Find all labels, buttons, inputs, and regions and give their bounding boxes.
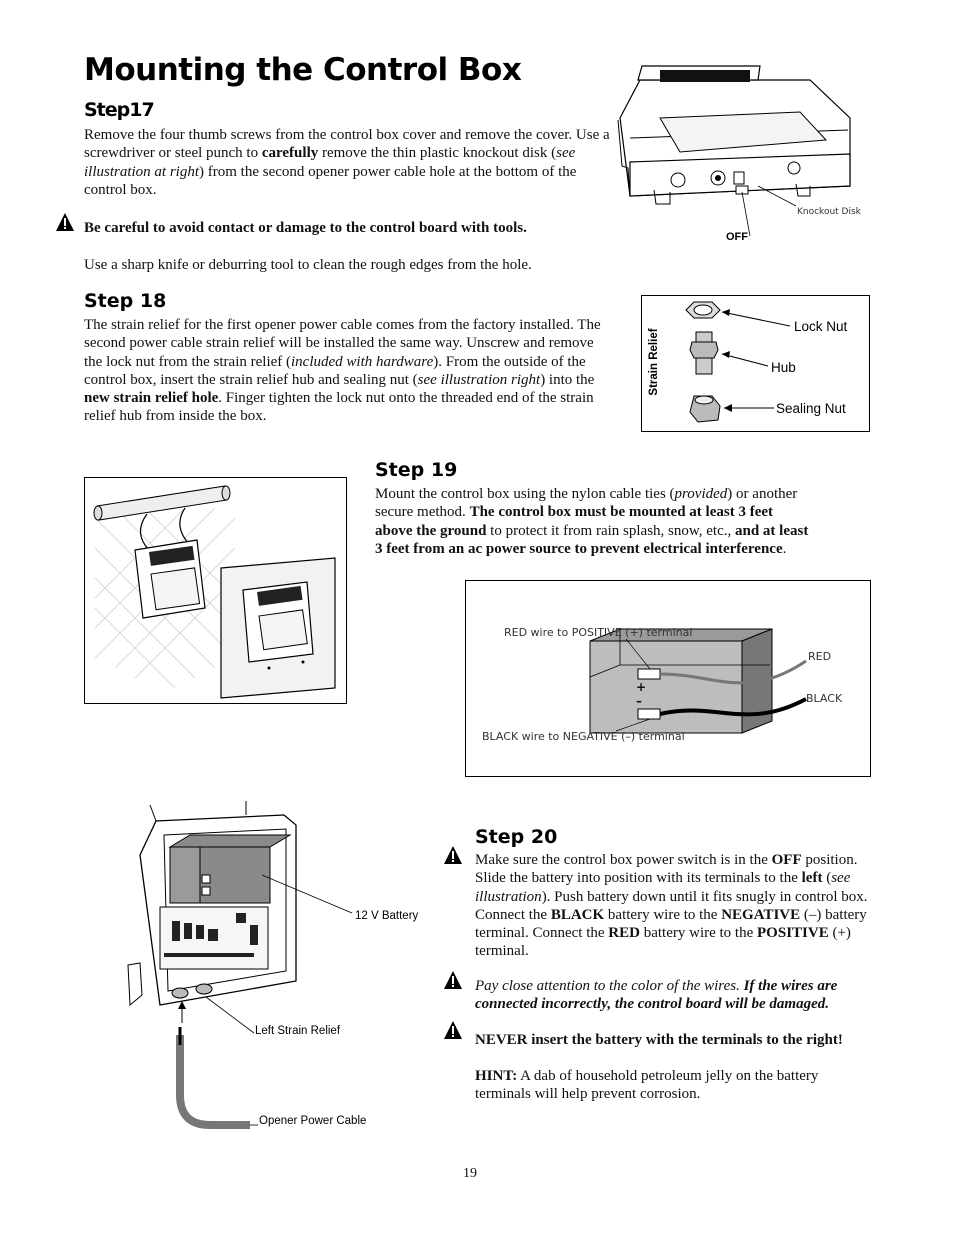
step17-paragraph-2: Use a sharp knife or deburring tool to clean the rough edges from the hole.: [84, 257, 532, 273]
step17-warning: Be careful to avoid contact or damage to the control board with tools.: [84, 220, 527, 236]
strain-relief-illustration: [641, 295, 870, 432]
warning-icon: [443, 845, 463, 865]
step19-heading: Step 19: [375, 459, 458, 481]
hub-label: Hub: [771, 360, 796, 375]
lock-nut-label: Lock Nut: [794, 319, 848, 334]
left-strain-relief-label: Left Strain Relief: [255, 1025, 341, 1037]
strain-relief-side-label: Strain Relief: [648, 328, 660, 396]
step17-paragraph: Remove the four thumb screws from the control box cover and remove the cover. Use a screwdriver or steel punch to carefully remove the thin plastic knockout disk (see illustration at right) from the second opener power cable hole at the bottom of the control box.: [84, 127, 610, 198]
step18-heading: Step 18: [84, 290, 167, 312]
step20-wire-warning: Pay close attention to the color of the wires. If the wires are connected incorrectly, the control board will be damaged.: [475, 978, 838, 1013]
step19-paragraph: Mount the control box using the nylon cable ties (provided) or another secure method. The control box must be mounted at least 3 feet above the ground to protect it from rain splash, snow, etc., and at least 3 feet from an ac power source to prevent electrical interference.: [375, 486, 809, 557]
step18-paragraph: The strain relief for the first opener power cable comes from the factory installed. The second power cable strain relief will be installed the same way. Unscrew and remove the lock nut from the strain relief (included with hardware). From the outside of the control box, insert the strain relief hub and sealing nut (see illustration right) into the new strain relief hole. Finger tighten the lock nut onto the threaded end of the strain relief hub from inside the box.: [84, 317, 601, 425]
black-wire-note: BLACK wire to NEGATIVE (–) terminal: [482, 730, 685, 743]
page-title: Mounting the Control Box: [84, 52, 522, 88]
sealing-nut-label: Sealing Nut: [776, 401, 846, 416]
warning-icon: [443, 1020, 463, 1040]
control-box-knockout-illustration: [600, 58, 890, 258]
battery-label: 12 V Battery: [355, 910, 419, 922]
off-label: OFF: [726, 231, 748, 243]
opener-power-cable-label: Opener Power Cable: [259, 1115, 367, 1127]
page-number: 19: [463, 1166, 477, 1181]
minus-sign: –: [636, 694, 642, 708]
red-wire-note: RED wire to POSITIVE (+) terminal: [504, 626, 693, 639]
step20-hint: HINT: A dab of household petroleum jelly on the battery terminals will help prevent corrosion.: [475, 1068, 819, 1103]
warning-icon: [55, 212, 75, 232]
step20-paragraph: Make sure the control box power switch is in the OFF position. Slide the battery into position with its terminals to the left (see illustration). Push battery down until it fits snugly in control box. Connect the BLACK battery wire to the NEGATIVE (–) battery terminal. Connect the RED battery wire to the POSITIVE (+) terminal.: [475, 852, 868, 960]
battery-wiring-illustration: [465, 580, 871, 777]
step20-never-warning: NEVER insert the battery with the terminals to the right!: [475, 1032, 843, 1048]
mounting-illustration: [84, 477, 347, 704]
step20-heading: Step 20: [475, 826, 558, 848]
step17-heading: Step17: [84, 99, 154, 121]
warning-icon: [443, 970, 463, 990]
battery-installation-illustration: [120, 795, 440, 1135]
plus-sign: +: [636, 680, 647, 694]
red-label: RED: [808, 650, 832, 663]
black-label: BLACK: [806, 692, 843, 705]
knockout-disk-label: Knockout Disk: [797, 207, 861, 217]
